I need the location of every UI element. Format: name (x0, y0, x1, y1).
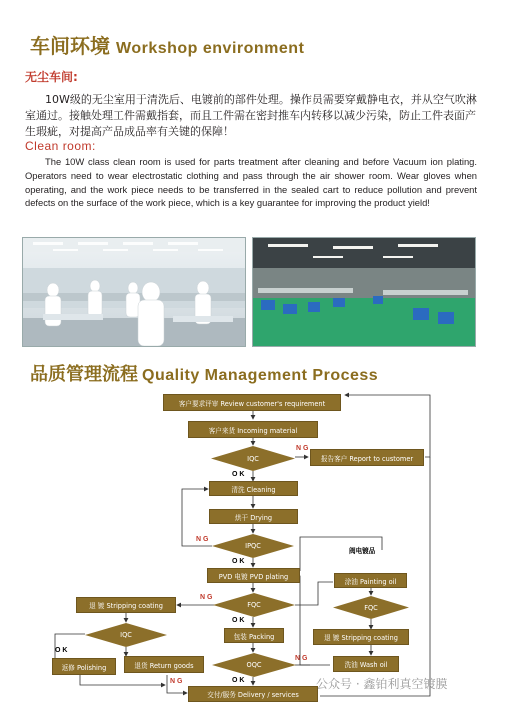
fqc-label: FQC (247, 601, 261, 609)
title-cn: 车间环境 (30, 34, 110, 58)
paragraph-cn: 10W级的无尘室用于清洗后、电镀前的部件处理。操作员需要穿戴静电衣，并从空气吹淋室通过。接触处理工件需戴指套，而且工件需在密封推车内转移以减少污染，防止工件表面产生瑕疵，对提高产品成品率有关键的保障！ (25, 93, 477, 138)
electroplating-label: 阀电镀品 (349, 547, 376, 555)
report-customer-box: 报告客户 Report to customer (310, 449, 424, 466)
ng-label-1: N G (296, 445, 309, 452)
ok-label-1: O K (232, 471, 245, 478)
ok-label-2: O K (232, 558, 245, 565)
ng-label-3: N G (200, 594, 213, 601)
ok-label-3: O K (232, 617, 245, 624)
quality-title-en: Quality Management Process (142, 367, 379, 384)
iqc-diamond (211, 446, 295, 471)
quality-flowchart (0, 385, 519, 703)
clean-room-photo-1 (22, 237, 246, 347)
section-title-quality (30, 360, 378, 386)
ng-label-5: N G (170, 678, 183, 685)
incoming-material-box: 客户来货 Incoming material (188, 421, 318, 438)
iqc2-label: IQC (120, 631, 132, 639)
delivery-services-box: 交付/服务 Delivery / services (188, 686, 318, 702)
subtitle-clean-room-cn: 无尘车间: (25, 70, 78, 84)
packing-box: 包装 Packing (224, 628, 284, 643)
painting-oil-box: 涂油 Painting oil (334, 573, 407, 588)
subtitle-clean-room-en: Clean room: (25, 139, 96, 153)
wechat-watermark: 公众号 · 鑫铂利真空镀膜 (316, 677, 448, 691)
pvd-plating-box: PVD 电镀 PVD plating (207, 568, 300, 583)
fqc-diamond (213, 593, 295, 617)
iqc-label: IQC (247, 454, 259, 463)
ng-label-2: N G (196, 536, 209, 543)
return-goods-box: 退货 Return goods (124, 656, 204, 673)
review-requirement-box: 客户要求评审 Review customer's requirement (163, 394, 341, 411)
ng-label-4: N G (295, 655, 308, 662)
oqc-label: OQC (246, 661, 262, 669)
fqc2-label: FQC (364, 603, 378, 612)
ipqc-label: IPQC (245, 542, 261, 550)
ipqc-diamond (212, 534, 294, 558)
clean-room-photo-2 (252, 237, 476, 347)
ok-label-4: O K (55, 647, 68, 654)
paragraph-en: The 10W class clean room is used for parts treatment after cleaning and before Vacuum ion plating. Operators need to wear electrostatic clothing and pass through the air shower room. Wear gloves when operating, and the work piece needs to be transferred in the sealed cart to reduce pollution and prevent defects on the surface of the work piece, which is a key guarantee for improving the product yield! (25, 156, 477, 209)
polishing-box: 返修 Polishing (52, 658, 116, 675)
oqc-diamond (212, 653, 296, 677)
wash-oil-box: 洗油 Wash oil (333, 656, 399, 672)
stripping-coating-right-box: 退 镀 Stripping coating (313, 629, 409, 645)
fqc2-diamond (333, 596, 409, 619)
ok-label-5: O K (232, 677, 245, 684)
title-en: Workshop environment (116, 40, 305, 57)
drying-box: 烘干 Drying (209, 509, 298, 524)
cleaning-box: 清洗 Cleaning (209, 481, 298, 496)
stripping-coating-left-box: 退 镀 Stripping coating (76, 597, 176, 613)
quality-title-cn: 品质管理流程 (30, 364, 138, 385)
iqc2-diamond (85, 623, 167, 647)
section-title-workshop (30, 30, 304, 58)
